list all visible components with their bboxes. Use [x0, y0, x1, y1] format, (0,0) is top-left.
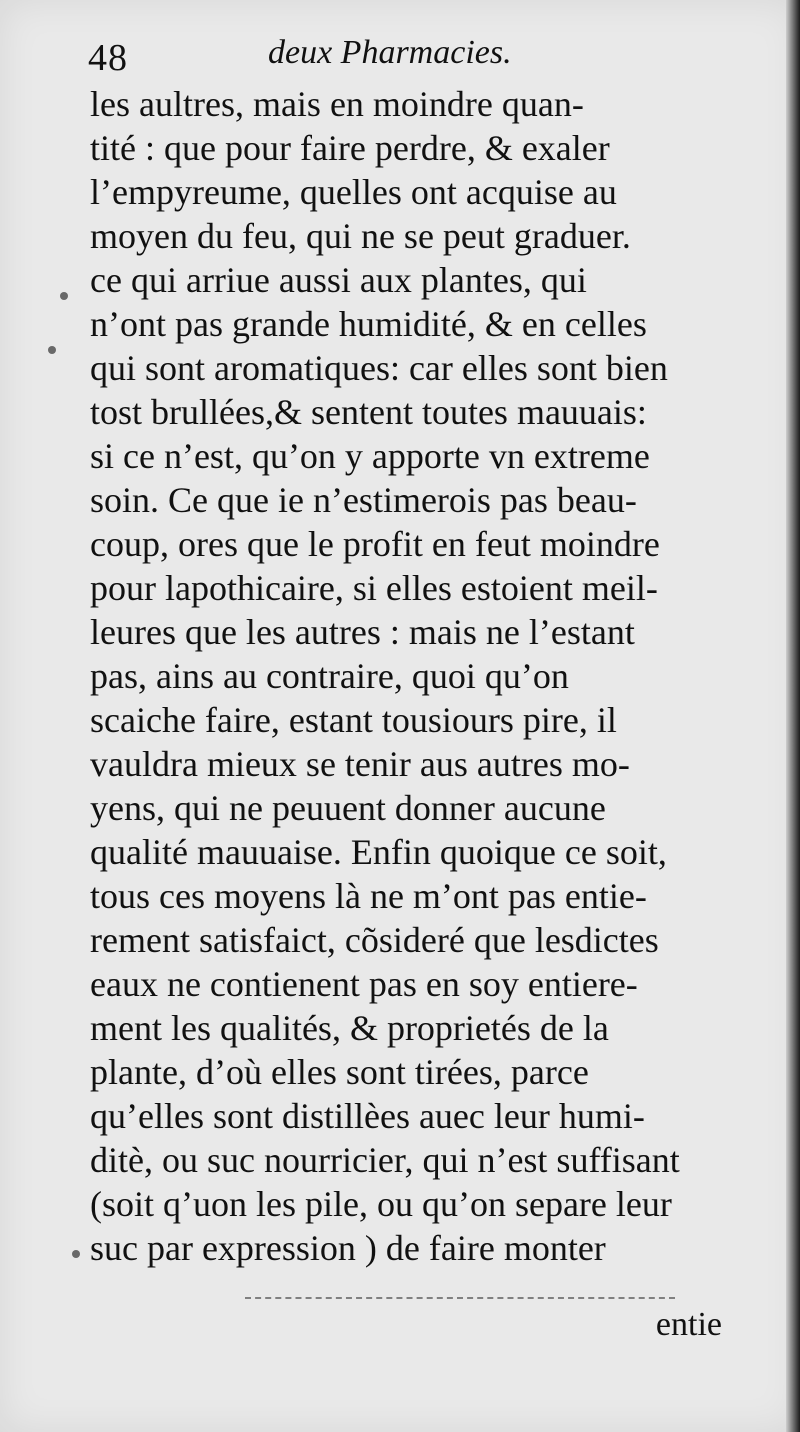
- body-text: [90, 82, 730, 1270]
- text-line: qu’elles sont distillèes auec leur humi-: [90, 1096, 645, 1136]
- text-line: leures que les autres : mais ne l’estant: [90, 612, 635, 652]
- text-line: tité : que pour faire perdre, & exaler: [90, 128, 610, 168]
- text-line: coup, ores que le profit en feut moindre: [90, 524, 660, 564]
- text-line: pas, ains au contraire, quoi qu’on: [90, 656, 569, 696]
- text-line: ce qui arriue aussi aux plantes, qui: [90, 260, 587, 300]
- paper-speck: [72, 1250, 80, 1258]
- text-line: qualité mauuaise. Enfin quoique ce soit,: [90, 832, 667, 872]
- paper-speck: [48, 346, 56, 354]
- text-line: qui sont aromatiques: car elles sont bien: [90, 348, 668, 388]
- text-line: moyen du feu, qui ne se peut graduer.: [90, 216, 631, 256]
- catchword: entie: [655, 1306, 722, 1343]
- running-head: deux Pharmacies.: [268, 34, 512, 71]
- text-line: n’ont pas grande humidité, & en celles: [90, 304, 647, 344]
- text-line: rement satisfaict, cõsideré que lesdictes: [90, 920, 659, 960]
- print-dash-line: [245, 1297, 675, 1299]
- text-line: tous ces moyens là ne m’ont pas entie-: [90, 876, 647, 916]
- text-line: soin. Ce que ie n’estimerois pas beau-: [90, 480, 637, 520]
- text-line: plante, d’où elles sont tirées, parce: [90, 1052, 589, 1092]
- text-line: (soit q’uon les pile, ou qu’on separe leur: [90, 1184, 672, 1224]
- paper-speck: [60, 292, 68, 300]
- text-line: ditè, ou suc nourricier, qui n’est suffisant: [90, 1140, 680, 1180]
- text-line: suc par expression ) de faire monter: [90, 1228, 606, 1268]
- text-line: les aultres, mais en moindre quan-: [90, 84, 584, 124]
- text-line: scaiche faire, estant tousiours pire, il: [90, 700, 617, 740]
- page-number: 48: [88, 37, 128, 79]
- page-edge-shadow: [786, 0, 800, 1432]
- text-line: tost brullées,& sentent toutes mauuais:: [90, 392, 647, 432]
- text-line: l’empyreume, quelles ont acquise au: [90, 172, 617, 212]
- text-line: yens, qui ne peuuent donner aucune: [90, 788, 606, 828]
- text-line: vauldra mieux se tenir aus autres mo-: [90, 744, 630, 784]
- page-header: [88, 30, 728, 80]
- text-line: si ce n’est, qu’on y apporte vn extreme: [90, 436, 650, 476]
- text-line: eaux ne contienent pas en soy entiere-: [90, 964, 638, 1004]
- text-line: ment les qualités, & proprietés de la: [90, 1008, 609, 1048]
- text-line: pour lapothicaire, si elles estoient meil-: [90, 568, 658, 608]
